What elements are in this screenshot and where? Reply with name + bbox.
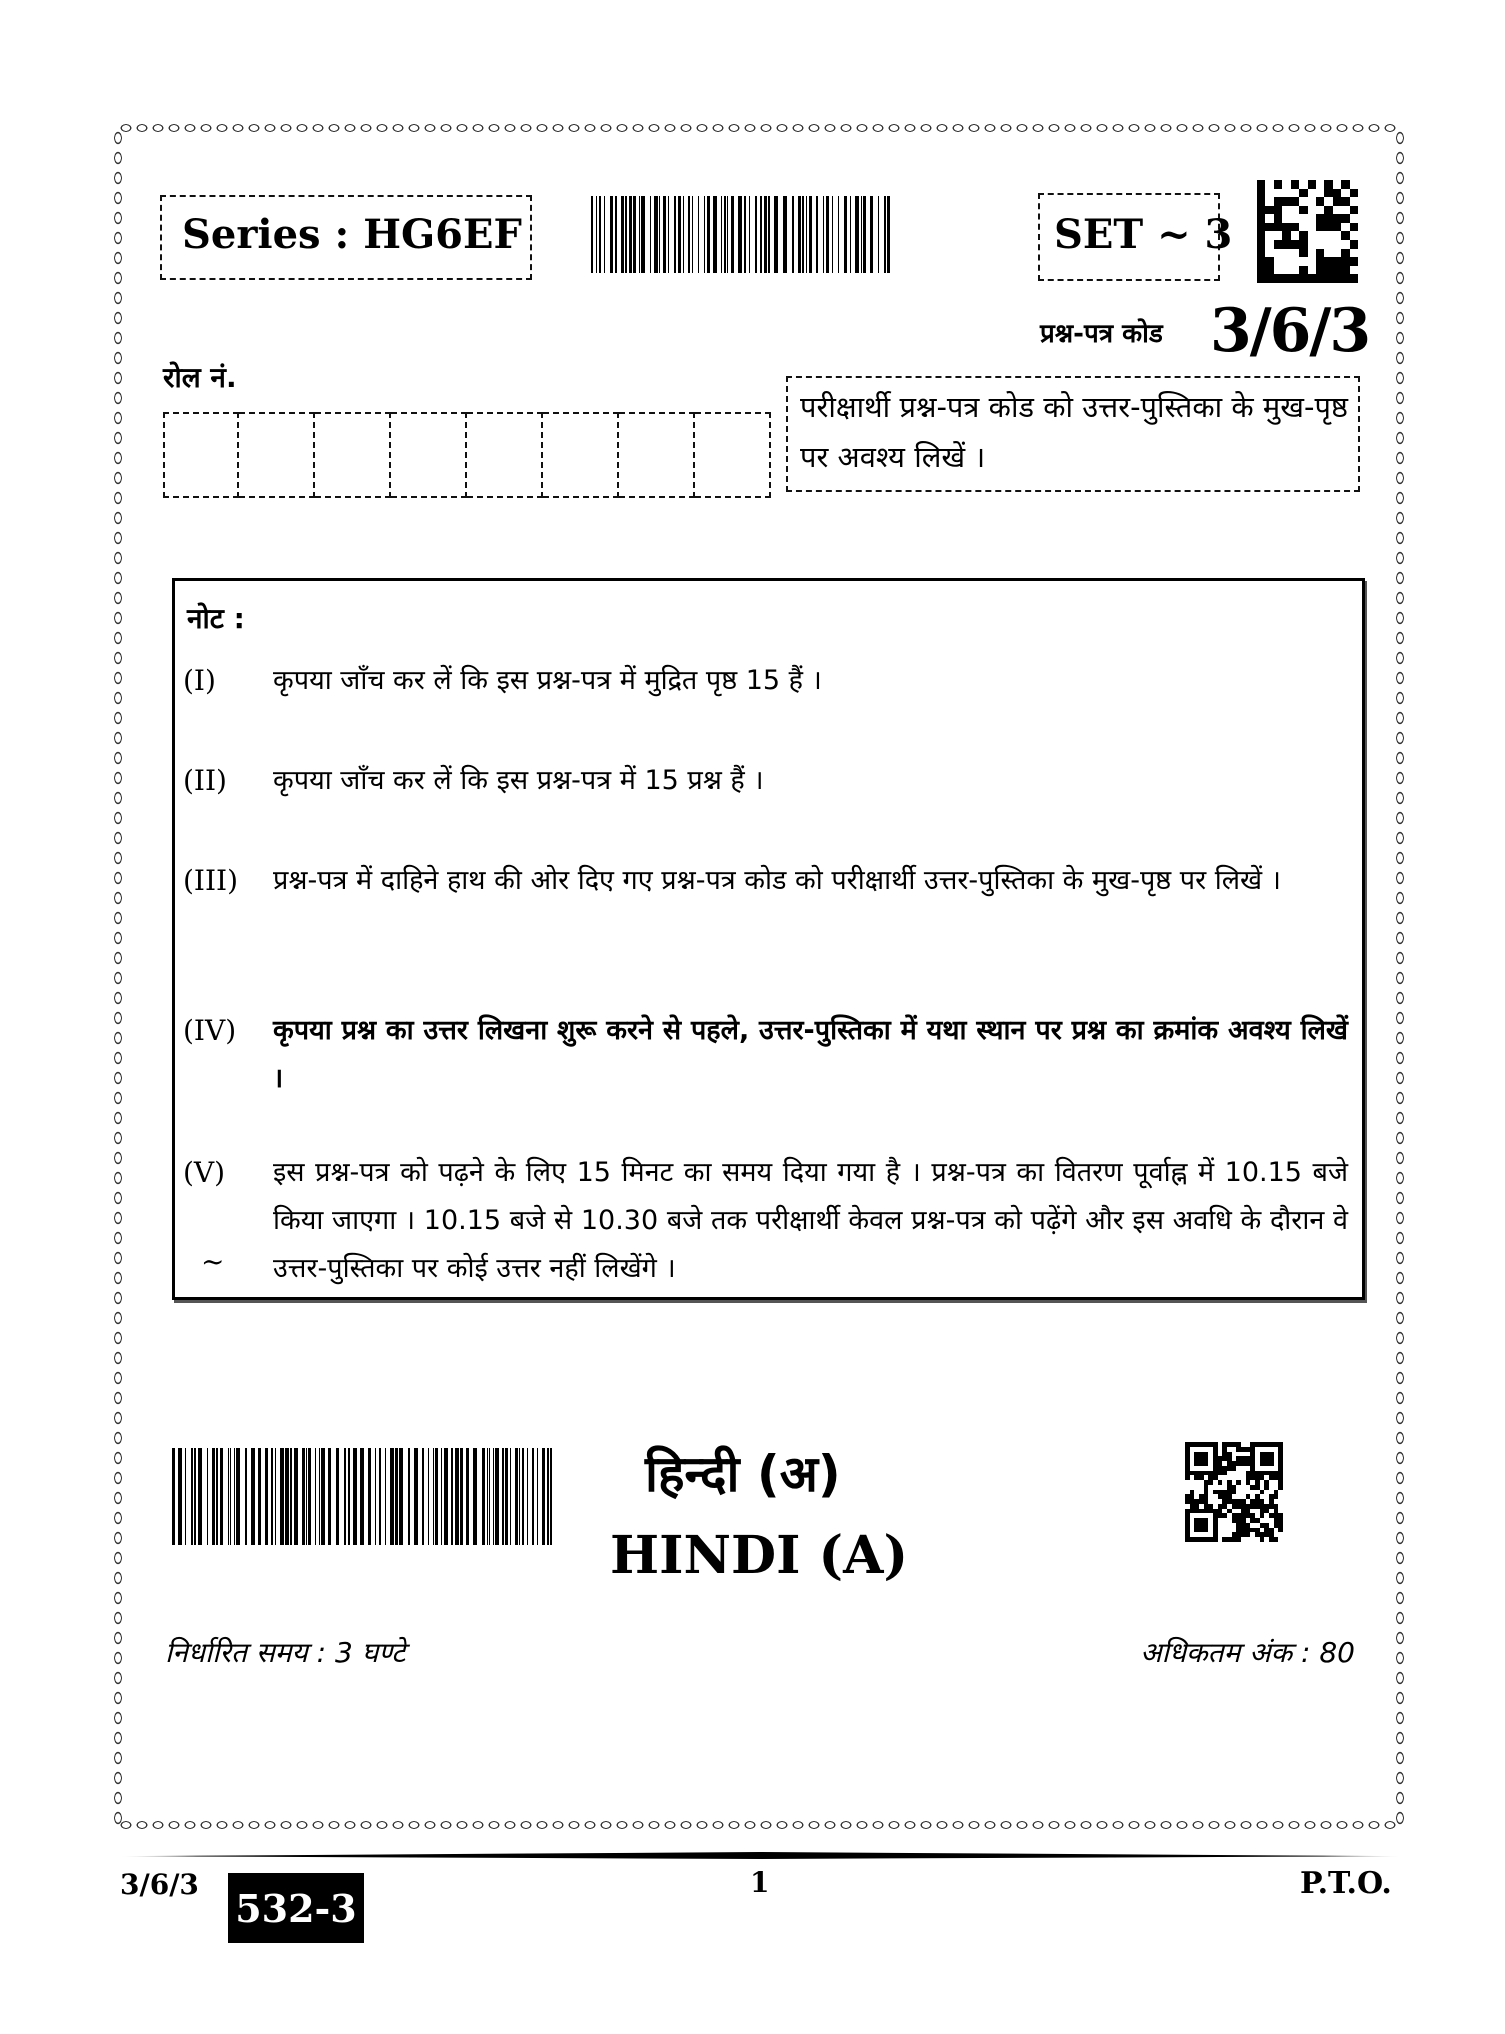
paper-code-value: 3/6/3 [1210, 296, 1370, 366]
series-box [160, 195, 532, 280]
series-label: Series : HG6EF [182, 211, 522, 258]
note-item-number: (I) [183, 664, 216, 697]
time-allowed: निर्धारित समय : 3 घण्टे [165, 1636, 406, 1669]
roll-number-digit-box[interactable] [543, 412, 619, 498]
set-label: SET ~ 3 [1054, 211, 1233, 258]
note-box [172, 578, 1365, 1300]
roll-number-digit-box[interactable] [695, 412, 771, 498]
max-marks: अधिकतम अंक : 80 [1140, 1636, 1355, 1669]
note-item-text: कृपया प्रश्न का उत्तर लिखना शुरू करने से पहले, उत्तर-पुस्तिका में यथा स्थान पर प्रश्न का क्रमांक अवश्य लिखें । [273, 1015, 1348, 1094]
note-title: नोट : [187, 602, 245, 635]
barcode-bottom [172, 1448, 555, 1545]
note-item-text: कृपया जाँच कर लें कि इस प्रश्न-पत्र में 15 प्रश्न हैं । [273, 765, 764, 796]
footer-rule [120, 1852, 1400, 1859]
roll-number-digit-box[interactable] [239, 412, 315, 498]
note-item-number: (IV) [183, 1014, 237, 1047]
roll-number-digit-box[interactable] [391, 412, 467, 498]
note-item-4 [183, 1007, 1348, 1103]
set-box [1038, 193, 1233, 281]
roll-number-boxes[interactable] [163, 412, 771, 498]
note-item-3 [183, 857, 1348, 905]
roll-number-digit-box[interactable] [467, 412, 543, 498]
footer-code-box: 532-3 [228, 1873, 364, 1943]
stray-mark: ~ [201, 1245, 225, 1278]
border-top [118, 121, 1400, 135]
border-bottom [118, 1818, 1400, 1832]
note-item-text: कृपया जाँच कर लें कि इस प्रश्न-पत्र में मुद्रित पृष्ठ 15 हैं । [273, 665, 822, 696]
pto-label: P.T.O. [1300, 1866, 1392, 1901]
note-item-text: प्रश्न-पत्र में दाहिने हाथ की ओर दिए गए प्रश्न-पत्र कोड को परीक्षार्थी उत्तर-पुस्तिका के मुख-पृष्ठ पर लिखें । [273, 865, 1281, 896]
datamatrix-code [1257, 180, 1358, 283]
note-item-number: (V) [183, 1156, 226, 1189]
roll-number-digit-box[interactable] [163, 412, 239, 498]
roll-number-digit-box[interactable] [315, 412, 391, 498]
candidate-instruction-box [786, 376, 1360, 492]
qr-code [1185, 1442, 1283, 1542]
note-item-number: (III) [183, 864, 239, 897]
footer-paper-code: 3/6/3 [120, 1868, 199, 1901]
note-item-number: (II) [183, 764, 227, 797]
barcode-top [591, 196, 895, 273]
roll-number-label: रोल नं. [163, 361, 237, 394]
page-number: 1 [750, 1866, 770, 1899]
roll-number-digit-box[interactable] [619, 412, 695, 498]
subject-title-english: HINDI (A) [610, 1525, 909, 1586]
paper-code-label: प्रश्न-पत्र कोड [1040, 319, 1163, 349]
border-right [1393, 128, 1407, 1825]
subject-title-hindi: हिन्दी (अ) [645, 1445, 841, 1503]
note-item-text: इस प्रश्न-पत्र को पढ़ने के लिए 15 मिनट का समय दिया गया है । प्रश्न-पत्र का वितरण पूर्वाह्न में 10.15 बजे किया जाएगा । 10.15 बजे से 10.30 बजे तक परीक्षार्थी केवल प्रश्न-पत्र को पढ़ेंगे और इस अवधि के दौरान वे उत्तर-पुस्तिका पर कोई उत्तर नहीं लिखेंगे । [273, 1157, 1348, 1284]
note-item-1 [183, 657, 1348, 705]
note-item-2 [183, 757, 1348, 805]
candidate-instruction-text: परीक्षार्थी प्रश्न-पत्र कोड को उत्तर-पुस्तिका के मुख-पृष्ठ पर अवश्य लिखें । [800, 390, 1348, 474]
border-left [111, 128, 125, 1825]
note-item-5 [183, 1149, 1348, 1293]
